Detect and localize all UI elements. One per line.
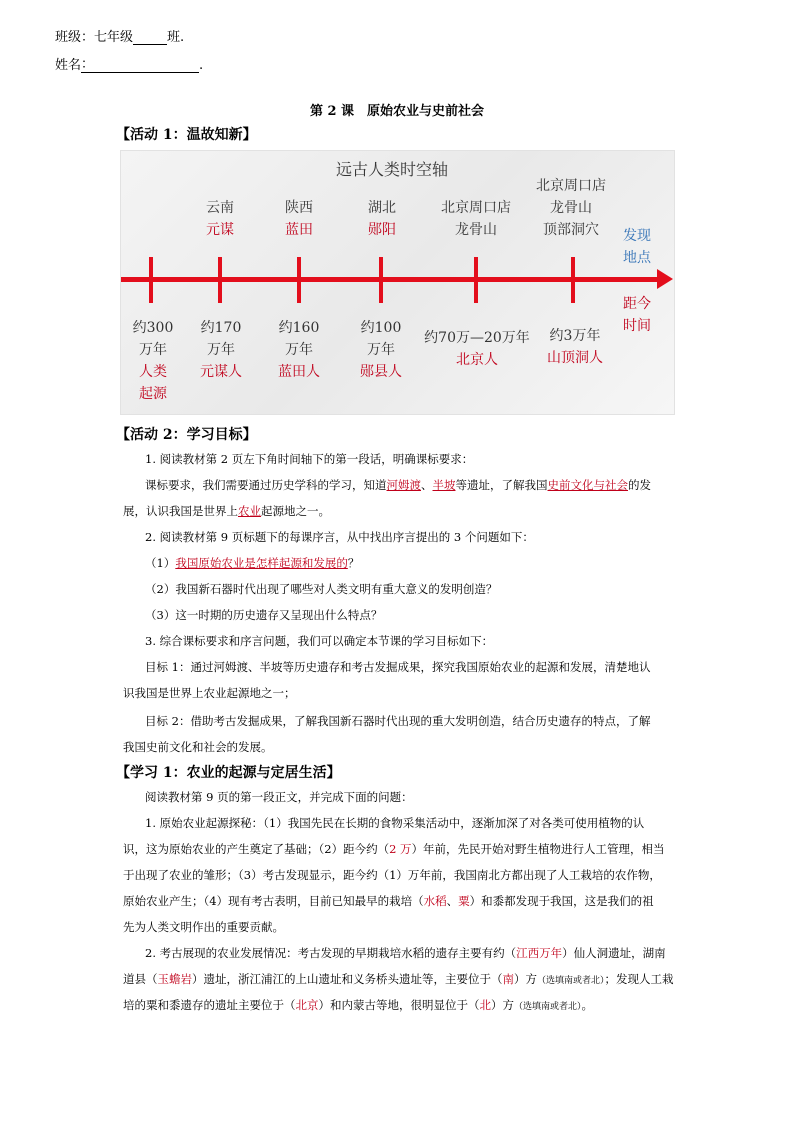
answer-millet: 粟	[458, 894, 470, 908]
name-blank[interactable]	[81, 53, 199, 73]
place-top-1: 云南	[206, 200, 234, 216]
answer-south: 南	[502, 972, 514, 986]
timeline-axis	[121, 277, 659, 282]
place-top-5: 北京周口店	[536, 178, 606, 194]
activity2-heading: 【活动 2：学习目标】	[116, 427, 257, 443]
class-blank[interactable]	[133, 29, 167, 45]
place-top-3: 湖北	[368, 200, 396, 216]
class-line	[55, 26, 184, 45]
answer-culture: 史前文化与社会	[547, 478, 628, 492]
q1-mark: ？	[347, 556, 360, 570]
fill-hint: （选填南或者北）	[537, 976, 605, 986]
place-site-5: 龙骨山 顶部洞穴	[543, 200, 599, 238]
legend-place: 发现 地点	[623, 228, 651, 266]
curriculum-req-line1	[145, 472, 651, 498]
answer-rice: 水稻	[423, 894, 447, 908]
p1-line5: 先为人类文明作出的重要贡献。	[123, 920, 284, 934]
time-2: 约170 万年	[200, 320, 242, 358]
name-colon: ：	[81, 57, 95, 72]
time-name-5: 北京人	[456, 352, 498, 368]
q1-number: （1）	[145, 556, 176, 570]
answer-2wan: 2 万	[389, 842, 412, 856]
req-text: 等遗址，了解我国	[455, 478, 548, 492]
answer-yuchanyan: 玉蟾岩	[157, 972, 192, 986]
goal1-line1: 目标 1：通过河姆渡、半坡等历史遗存和考古发掘成果，探究我国原始农业的起源和发展，清楚地认	[145, 660, 651, 674]
p2-text: ）仙人洞遗址，湖南	[562, 946, 666, 960]
p1-line1: 1. 原始农业起源探秘：（1）我国先民在长期的食物采集活动中，逐渐加深了对各类可使用植物的认	[145, 816, 645, 830]
question-2: （2）我国新石器时代出现了哪些对人类文明有重大意义的发明创造？	[145, 582, 498, 596]
name-line	[55, 53, 203, 73]
place-site-1: 元谋	[206, 222, 234, 238]
place-top-2: 陕西	[285, 200, 313, 216]
place-site-4: 龙骨山	[455, 222, 497, 238]
fill-hint: （选填南或者北）	[514, 1002, 582, 1012]
p2-line1	[145, 940, 666, 966]
p2-text: 。	[581, 998, 594, 1012]
timeline-tick	[297, 257, 301, 303]
answer-north: 北	[479, 998, 491, 1012]
p1-text: ）和黍都发现于我国，这是我们的祖	[469, 894, 654, 908]
p1-text: ）年前，先民开始对野生植物进行人工管理，相当	[411, 842, 665, 856]
timeline-tick	[571, 257, 575, 303]
req-text: 课标要求，我们需要通过历史学科的学习，知道	[145, 478, 387, 492]
answer-hemudu: 河姆渡	[386, 478, 421, 492]
p1-line2	[123, 836, 665, 862]
lesson-title: 第 2 课 原始农业与史前社会	[309, 104, 485, 119]
name-end: .	[199, 58, 204, 73]
p2-text: ）和内蒙古等地，很明显位于（	[318, 998, 480, 1012]
goal2-line1: 目标 2：借助考古发掘成果，了解我国新石器时代出现的重大发明创造，结合历史遗存的特点，了解	[145, 714, 651, 728]
answer-question1: 我国原始农业是怎样起源和发展的	[175, 556, 348, 570]
time-name-2: 元谋人	[200, 364, 242, 380]
grade-text: 七年级	[94, 30, 134, 45]
p2-line2	[123, 966, 674, 994]
p2-text: ）遗址，浙江浦江的上山遗址和义务桥头遗址等，主要位于（	[192, 972, 503, 986]
time-4: 约100 万年	[360, 320, 402, 358]
p2-text: ）方	[514, 972, 537, 986]
timeline-title: 远古人类时空轴	[336, 160, 449, 179]
p1-line4	[123, 888, 654, 914]
answer-banpo: 半坡	[432, 478, 456, 492]
p2-text: 培的粟和黍遗存的遗址主要位于（	[123, 998, 296, 1012]
time-name-4: 郧县人	[360, 364, 402, 380]
time-6: 约3万年	[549, 328, 601, 344]
time-name-6: 山顶洞人	[547, 350, 603, 366]
activity2-item3: 3. 综合课标要求和序言问题，我们可以确定本节课的学习目标如下：	[145, 634, 494, 648]
time-3: 约160 万年	[278, 320, 320, 358]
study1-intro: 阅读教材第 9 页的第一段正文，并完成下面的问题：	[145, 790, 413, 804]
goal2-line2: 我国史前文化和社会的发展。	[123, 740, 273, 754]
place-top-4: 北京周口店	[441, 200, 511, 216]
place-site-2: 蓝田	[285, 222, 313, 238]
req-text: 起源地之一。	[261, 504, 330, 518]
name-label: 姓名	[55, 58, 82, 73]
time-name-3: 蓝田人	[278, 364, 320, 380]
req-text: 展，认识我国是世界上	[123, 504, 238, 518]
req-text: 、	[421, 478, 433, 492]
place-site-3: 郧阳	[368, 222, 396, 238]
p2-text: ）方	[491, 998, 514, 1012]
answer-agriculture: 农业	[238, 504, 261, 518]
curriculum-req-line2	[123, 498, 330, 524]
timeline-figure	[120, 150, 675, 415]
activity1-heading: 【活动 1：温故知新】	[116, 127, 257, 143]
time-1: 约300 万年	[132, 320, 174, 358]
activity2-item1: 1. 阅读教材第 2 页左下角时间轴下的第一段话，明确课标要求：	[145, 452, 474, 466]
study1-heading: 【学习 1：农业的起源与定居生活】	[116, 765, 341, 781]
answer-jiangxi-wannian: 江西万年	[516, 946, 563, 960]
question-1	[145, 550, 359, 576]
timeline-tick	[149, 257, 153, 303]
timeline-arrow	[657, 269, 673, 289]
answer-beijing: 北京	[295, 998, 319, 1012]
goal1-line2: 识我国是世界上农业起源地之一；	[123, 686, 296, 700]
timeline-tick	[379, 257, 383, 303]
p2-text: 2. 考古展现的农业发展情况：考古发现的早期栽培水稻的遗存主要有约（	[145, 946, 517, 960]
activity2-item2: 2. 阅读教材第 9 页标题下的每课序言，从中找出序言提出的 3 个问题如下：	[145, 530, 534, 544]
timeline-tick	[474, 257, 478, 303]
req-text: 的发	[628, 478, 651, 492]
p1-line3: 于出现了农业的雏形；（3）考古发现显示，距今约（1）万年前，我国南北方都出现了人工栽培的农作物，	[123, 868, 661, 882]
class-suffix: 班.	[167, 30, 185, 45]
p2-line3	[123, 992, 593, 1020]
question-3: （3）这一时期的历史遗存又呈现出什么特点？	[145, 608, 383, 622]
p2-text: 道县（	[123, 972, 158, 986]
legend-time: 距今 时间	[623, 296, 651, 334]
p1-text: 、	[446, 894, 459, 908]
class-label: 班级：	[55, 30, 95, 45]
p2-text: ；发现人工栽	[604, 972, 674, 986]
p1-text: 原始农业产生；（4）现有考古表明，目前已知最早的栽培（	[123, 894, 424, 908]
timeline-tick	[218, 257, 222, 303]
time-5: 约70万—20万年	[424, 330, 530, 346]
p1-text: 识，这为原始农业的产生奠定了基础；（2）距今约（	[123, 842, 390, 856]
time-name-1: 人类 起源	[139, 364, 167, 402]
